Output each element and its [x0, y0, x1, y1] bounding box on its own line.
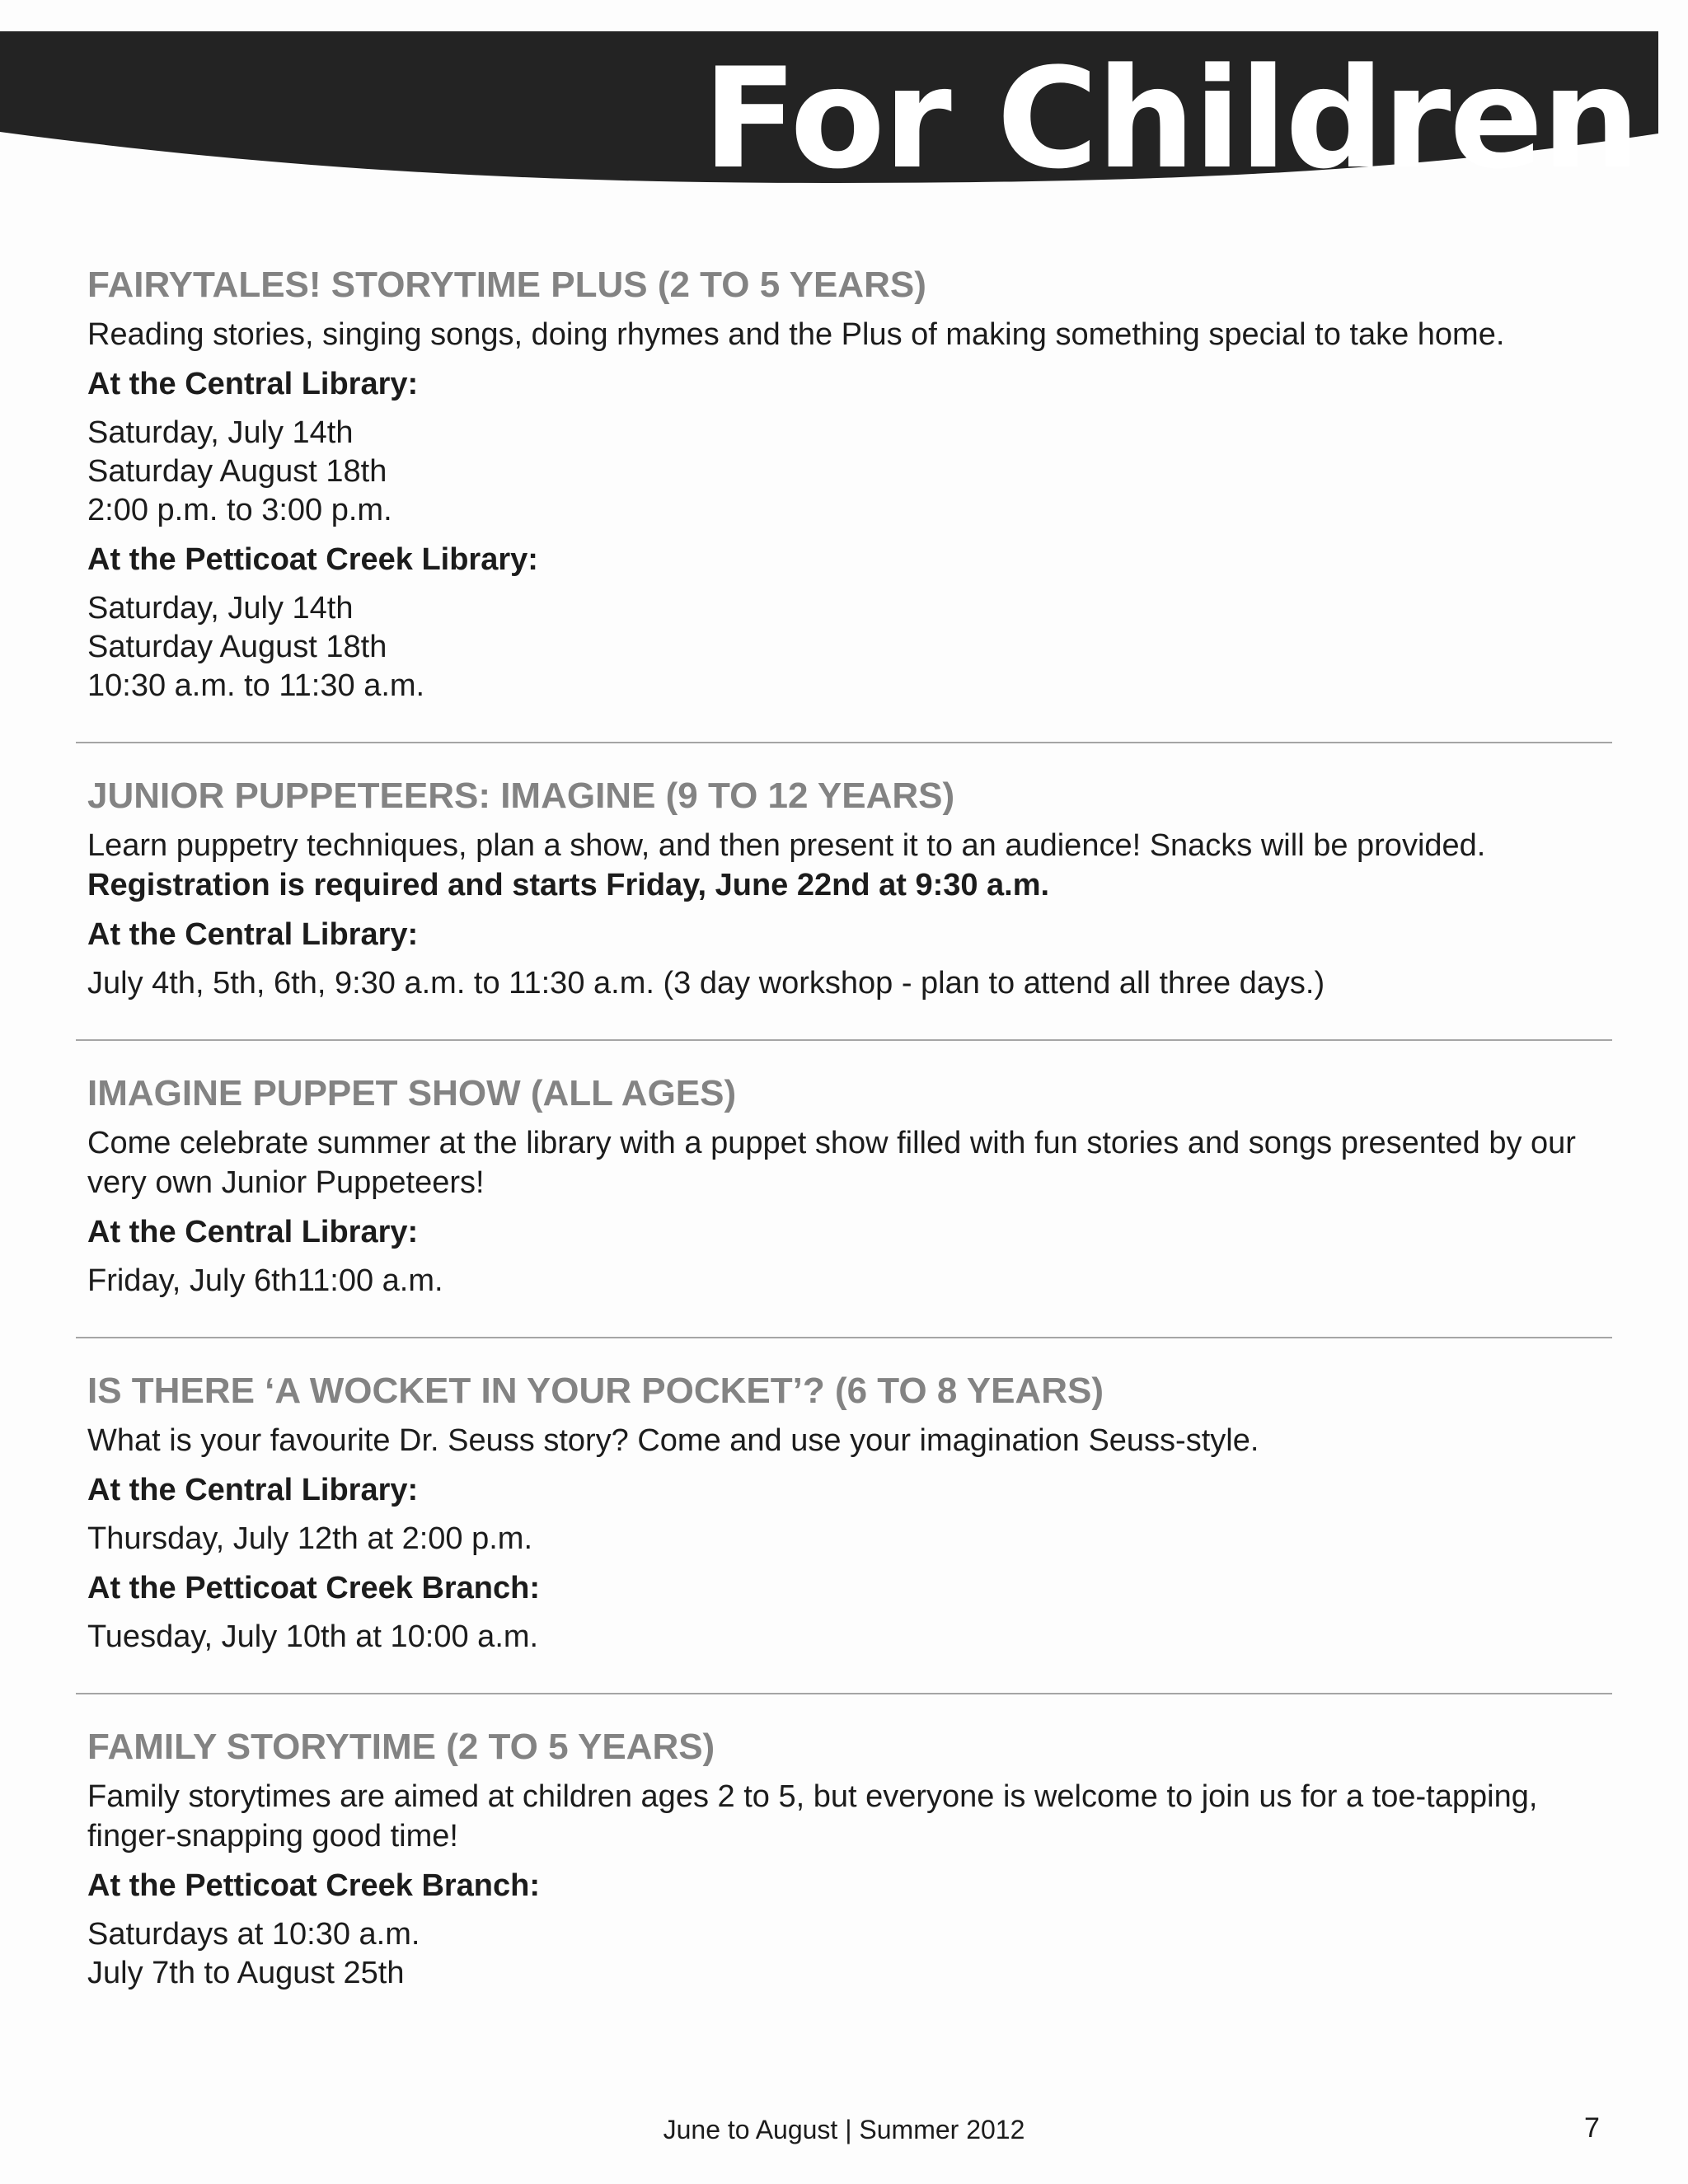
event-list — [87, 262, 1620, 1993]
footer-date-range: June to August | Summer 2012 — [663, 2115, 1025, 2144]
schedule-line: 2:00 p.m. to 3:00 p.m. — [87, 493, 392, 527]
venue-heading: At the Petticoat Creek Branch: — [87, 1571, 541, 1605]
event-description — [87, 826, 1620, 905]
schedule-line: Saturday August 18th — [87, 630, 387, 664]
event-section — [87, 773, 1620, 1003]
event-section — [87, 262, 1620, 705]
schedule — [87, 414, 1620, 530]
event-title: IS THERE ‘A WOCKET IN YOUR POCKET’? (6 TO 8 YEARS) — [87, 1371, 1104, 1411]
description-text: Learn puppetry techniques, plan a show, and then present it to an audience! Snacks will be provided. — [87, 828, 1486, 863]
schedule-line: Friday, July 6th11:00 a.m. — [87, 1263, 443, 1298]
page-title: For Children — [702, 38, 1639, 199]
schedule-line: Thursday, July 12th at 2:00 p.m. — [87, 1521, 533, 1556]
page-number: 7 — [1584, 2112, 1600, 2144]
event-title: FAIRYTALES! STORYTIME PLUS (2 TO 5 YEARS) — [87, 265, 926, 305]
venue-heading: At the Petticoat Creek Branch: — [87, 1868, 541, 1903]
event-title: IMAGINE PUPPET SHOW (ALL AGES) — [87, 1073, 737, 1113]
schedule-line: July 7th to August 25th — [87, 1956, 405, 1990]
venue-heading: At the Central Library: — [87, 917, 419, 952]
venue-heading: At the Central Library: — [87, 367, 419, 401]
venue-heading: At the Petticoat Creek Library: — [87, 542, 538, 577]
schedule-line: 10:30 a.m. to 11:30 a.m. — [87, 668, 425, 703]
section-divider — [76, 1337, 1612, 1338]
header-banner — [0, 0, 1688, 198]
event-section — [87, 1368, 1620, 1657]
schedule — [87, 1262, 1620, 1301]
schedule — [87, 1520, 1620, 1558]
venue-heading: At the Central Library: — [87, 1215, 419, 1249]
event-description: Come celebrate summer at the library with a puppet show filled with fun stories and songs presented by our very own Junior Puppeteers! — [87, 1126, 1576, 1200]
registration-note: Registration is required and starts Friday, June 22nd at 9:30 a.m. — [87, 868, 1050, 902]
venue-heading: At the Central Library: — [87, 1473, 419, 1507]
event-description: Reading stories, singing songs, doing rhymes and the Plus of making something special to take home. — [87, 317, 1505, 352]
event-section — [87, 1071, 1620, 1301]
section-divider — [76, 1039, 1612, 1041]
schedule — [87, 964, 1620, 1003]
event-description: What is your favourite Dr. Seuss story? Come and use your imagination Seuss-style. — [87, 1423, 1259, 1458]
event-description: Family storytimes are aimed at children ages 2 to 5, but everyone is welcome to join us for a toe-tapping, finger-snapping good time! — [87, 1779, 1538, 1854]
event-title: JUNIOR PUPPETEERS: IMAGINE (9 TO 12 YEARS) — [87, 776, 955, 816]
section-divider — [76, 742, 1612, 743]
schedule-line: Saturdays at 10:30 a.m. — [87, 1917, 420, 1952]
schedule — [87, 1618, 1620, 1657]
event-section — [87, 1724, 1620, 1993]
schedule — [87, 589, 1620, 705]
schedule-line: Saturday, July 14th — [87, 415, 354, 450]
schedule-line: Tuesday, July 10th at 10:00 a.m. — [87, 1619, 539, 1654]
schedule — [87, 1915, 1620, 1993]
event-title: FAMILY STORYTIME (2 TO 5 YEARS) — [87, 1727, 715, 1767]
section-divider — [76, 1693, 1612, 1694]
schedule-line: Saturday, July 14th — [87, 591, 354, 626]
schedule-line: July 4th, 5th, 6th, 9:30 a.m. to 11:30 a.m. (3 day workshop - plan to attend all three days.) — [87, 966, 1325, 1001]
schedule-line: Saturday August 18th — [87, 454, 387, 489]
